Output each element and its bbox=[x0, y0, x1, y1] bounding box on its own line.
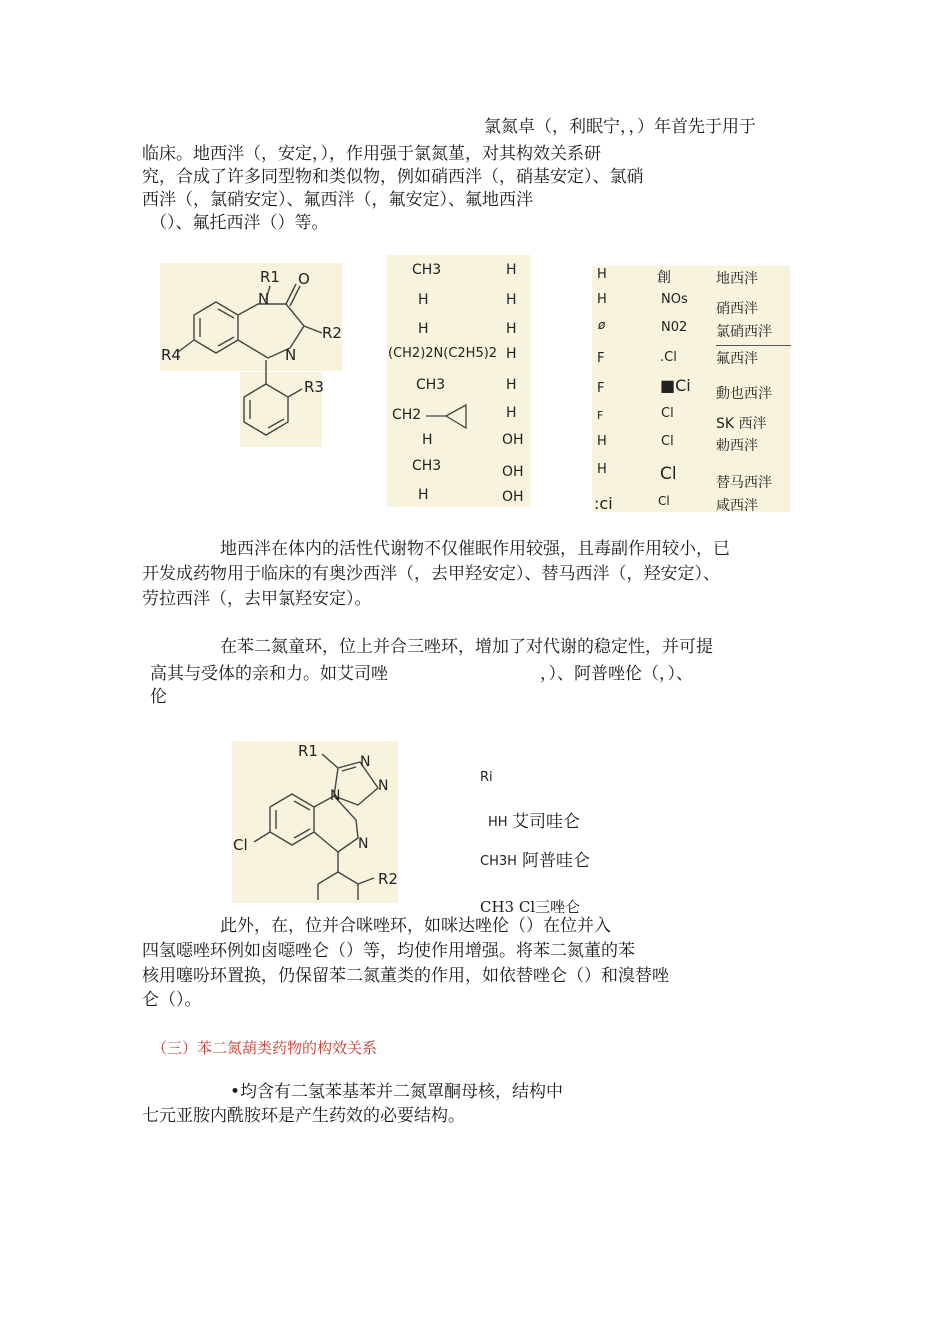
right-col-a-6: F bbox=[597, 409, 604, 422]
para1-line2: 临床。地西泮（，安定，），作用强于氯氮堇，对其构效关系研 bbox=[142, 144, 601, 164]
para4-line2: 四氢噁唑环例如卤噁唑仑（）等，均使作用增强。将苯二氮董的苯 bbox=[142, 941, 635, 961]
right-col-b-6: Cl bbox=[661, 406, 674, 421]
structure1-label-n1: N bbox=[258, 290, 270, 308]
right-col-a-8: H bbox=[597, 462, 607, 477]
para3-line1: 在苯二氮童环，位上并合三唑环，增加了对代谢的稳定性，并可提 bbox=[220, 637, 713, 657]
drug-name-6: SK 西泮 bbox=[716, 416, 767, 432]
drug-name-9: 咸西泮 bbox=[716, 498, 758, 514]
para4-line1: 此外，在，位并合咪唑环，如咪达唑伦（）在位并入 bbox=[220, 916, 611, 936]
right-col-b-7: Cl bbox=[661, 434, 674, 449]
right-col-a-2: H bbox=[597, 292, 607, 307]
right-col-a-4: F bbox=[597, 351, 605, 366]
table-col2-r3: H bbox=[506, 321, 517, 337]
para2-line2: 开发成药物用于临床的有奥沙西泮（，去甲羟安定）、替马西泮（，羟安定）、 bbox=[142, 564, 720, 584]
legend2-header: Ri bbox=[480, 770, 493, 785]
structure2-label-na: N bbox=[360, 754, 371, 770]
structure1-label-r1: R1 bbox=[260, 268, 280, 286]
legend2-row1-code: HH bbox=[488, 815, 508, 830]
right-col-b-4: .Cl bbox=[660, 350, 677, 365]
drug-name-3: 氯硝西泮 bbox=[716, 324, 772, 340]
para1-line4: 西泮（，氯硝安定）、氟西泮（，氟安定）、氟地西泮 bbox=[142, 190, 533, 210]
right-col-b-1: 創 bbox=[657, 270, 671, 286]
table-col2-r9: OH bbox=[502, 489, 524, 505]
table-col1-r7: H bbox=[422, 432, 433, 448]
legend2-row2-code: CH3H bbox=[480, 854, 517, 869]
legend2-row2-name: 阿普哇仑 bbox=[522, 851, 590, 871]
drug-name-4: 氟西泮 bbox=[716, 351, 758, 367]
legend2-row3: CH3 Cl三唑仑 bbox=[480, 898, 581, 916]
drug-name-1: 地西泮 bbox=[716, 271, 758, 287]
para2-line3: 劳拉西泮（，去甲氯羟安定）。 bbox=[142, 589, 372, 609]
structure1-label-r2: R2 bbox=[322, 324, 342, 342]
section-heading: （三）苯二氮葫类药物的构效关系 bbox=[152, 1039, 378, 1057]
drug-name-8: 替马西泮 bbox=[716, 475, 772, 491]
right-col-b-2: NOs bbox=[661, 292, 688, 307]
structure2-label-cl: Cl bbox=[233, 836, 248, 854]
table-col2-r5: H bbox=[506, 377, 517, 393]
para5-line1: •均含有二氢苯基苯并二氮罩酮母核，结构中 bbox=[230, 1082, 564, 1102]
table-col1-r6: CH2 bbox=[392, 407, 422, 423]
structure2-label-nb: N bbox=[378, 778, 389, 794]
structure1-label-r3: R3 bbox=[304, 378, 324, 396]
drug-name-2: 硝西泮 bbox=[716, 301, 758, 317]
table-col2-r8: OH bbox=[502, 464, 524, 480]
table-col1-r4: (CH2)2N(C2H5)2 bbox=[388, 346, 498, 361]
structure1-label-n4: N bbox=[285, 346, 297, 364]
structure2-label-nd: N bbox=[358, 836, 369, 852]
table-col2-r1: H bbox=[506, 262, 517, 278]
para4-line4: 仑（）。 bbox=[142, 990, 202, 1010]
right-col-a-3: ø bbox=[598, 318, 606, 332]
para5-line2: 七元亚胺内酰胺环是产生药效的必要结构。 bbox=[142, 1106, 465, 1126]
table-col1-r5: CH3 bbox=[416, 377, 446, 393]
table-col2-r4: H bbox=[506, 346, 517, 362]
right-col-b-5: ■Ci bbox=[660, 376, 691, 395]
para3-line2b: ，）、阿普唑伦（，）、 bbox=[540, 664, 693, 684]
right-col-a-1: H bbox=[597, 267, 607, 282]
right-col-a-5: F bbox=[597, 381, 605, 396]
para3-line3: 伦 bbox=[150, 687, 167, 707]
right-col-a-9: :ci bbox=[594, 494, 613, 513]
table-col1-r9: H bbox=[418, 487, 429, 503]
table-col2-r7: OH bbox=[502, 432, 524, 448]
para1-line5: （）、氟托西泮（）等。 bbox=[150, 213, 329, 233]
structure1-label-r4: R4 bbox=[161, 346, 181, 364]
para2-line1: 地西泮在体内的活性代谢物不仅催眠作用较强，且毒副作用较小，已 bbox=[220, 539, 730, 559]
structure2-label-r2: R2 bbox=[378, 870, 398, 888]
table-col1-r1: CH3 bbox=[412, 262, 442, 278]
table-col1-r8: CH3 bbox=[412, 458, 442, 474]
para3-line2a: 高其与受体的亲和力。如艾司唑 bbox=[150, 664, 388, 684]
para1-line3: 究，合成了许多同型物和类似物，例如硝西泮（，硝基安定）、氯硝 bbox=[142, 167, 644, 187]
right-col-a-7: H bbox=[597, 434, 607, 449]
para1-line1: 氯氮卓（，利眠宁，，）年首先于用于 bbox=[484, 117, 756, 137]
table-col1-r3: H bbox=[418, 321, 429, 337]
structure2-label-nc: N bbox=[330, 788, 341, 804]
table-col2-r6: H bbox=[506, 405, 517, 421]
right-col-b-3: N02 bbox=[661, 320, 688, 335]
table-col2-r2: H bbox=[506, 292, 517, 308]
legend2-row1-name: 艾司哇仑 bbox=[512, 812, 580, 832]
structure1-label-o: O bbox=[298, 270, 310, 288]
structure2-label-r1: R1 bbox=[298, 742, 318, 760]
drug-name-5: 動也西泮 bbox=[716, 386, 772, 402]
drug-name-7: 勅西泮 bbox=[716, 438, 758, 454]
legend2-row3-clip bbox=[478, 892, 598, 916]
para4-line3: 核用噻吩环置换，仍保留苯二氮董类的作用，如依替唑仑（）和溴替唑 bbox=[142, 966, 669, 986]
right-col-b-9: Cl bbox=[658, 494, 670, 508]
table-col1-r2: H bbox=[418, 292, 429, 308]
right-col-b-8: Cl bbox=[660, 464, 677, 484]
